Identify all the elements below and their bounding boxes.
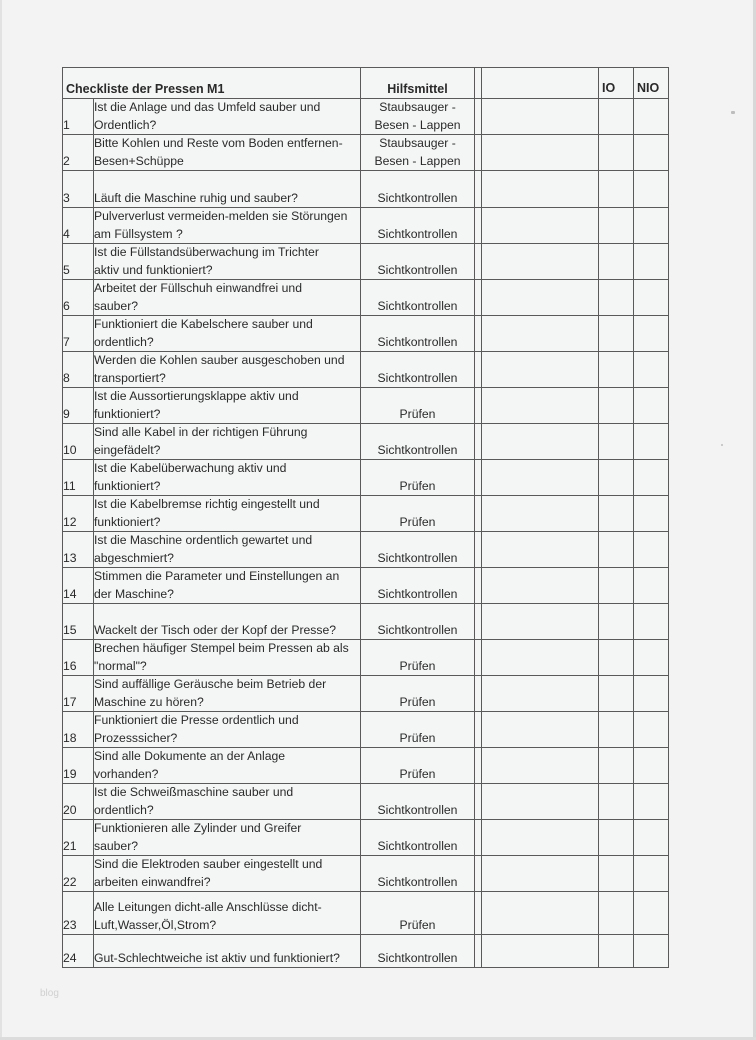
row-number: 18 (63, 712, 94, 748)
column-divider (475, 135, 482, 171)
question-line-1: Arbeitet der Füllschuh einwandfrei und (94, 281, 302, 295)
notes-cell[interactable] (482, 135, 599, 171)
nio-checkbox-cell[interactable] (634, 424, 669, 460)
question-line-1: Funktioniert die Presse ordentlich und (94, 713, 299, 727)
io-checkbox-cell[interactable] (599, 496, 634, 532)
nio-checkbox-cell[interactable] (634, 640, 669, 676)
row-number: 19 (63, 748, 94, 784)
notes-cell[interactable] (482, 712, 599, 748)
nio-checkbox-cell[interactable] (634, 532, 669, 568)
tool-line-1: Sichtkontrollen (377, 550, 458, 565)
question-cell (94, 568, 361, 604)
nio-checkbox-cell[interactable] (634, 604, 669, 640)
row-number: 10 (63, 424, 94, 460)
tool-cell (361, 784, 475, 820)
io-checkbox-cell[interactable] (599, 892, 634, 935)
nio-checkbox-cell[interactable] (634, 135, 669, 171)
scan-speck (731, 111, 735, 114)
column-divider (475, 68, 482, 99)
tool-cell (361, 208, 475, 244)
notes-cell[interactable] (482, 935, 599, 968)
io-checkbox-cell[interactable] (599, 135, 634, 171)
tool-line-1: Prüfen (399, 766, 436, 781)
column-divider (475, 460, 482, 496)
tool-line-1: Prüfen (399, 658, 436, 673)
question-line-1: Sind alle Dokumente an der Anlage (94, 749, 286, 763)
notes-cell[interactable] (482, 280, 599, 316)
tool-line-1: Sichtkontrollen (377, 226, 458, 241)
column-divider (475, 99, 482, 135)
nio-checkbox-cell[interactable] (634, 748, 669, 784)
notes-cell[interactable] (482, 604, 599, 640)
tool-cell (361, 496, 475, 532)
checklist-row (63, 712, 669, 748)
question-cell (94, 712, 361, 748)
tool-line-1: Sichtkontrollen (377, 190, 458, 205)
tool-line-1: Prüfen (399, 406, 436, 421)
question-cell (94, 496, 361, 532)
question-cell (94, 352, 361, 388)
io-checkbox-cell[interactable] (599, 856, 634, 892)
tool-line-1: Sichtkontrollen (377, 442, 458, 457)
question-line-1: Sind auffällige Geräusche beim Betrieb der (94, 677, 327, 691)
tool-line-1: Prüfen (399, 917, 436, 932)
checklist-row (63, 820, 669, 856)
io-checkbox-cell[interactable] (599, 460, 634, 496)
tool-line-1: Sichtkontrollen (377, 298, 458, 313)
checklist-row (63, 496, 669, 532)
row-number: 13 (63, 532, 94, 568)
question-cell (94, 604, 361, 640)
question-line-2: Luft,Wasser,Öl,Strom? (94, 917, 217, 932)
nio-checkbox-cell[interactable] (634, 244, 669, 280)
tool-cell (361, 856, 475, 892)
row-number: 20 (63, 784, 94, 820)
tool-line-1: Sichtkontrollen (377, 838, 458, 853)
question-line-2: transportiert? (94, 370, 166, 385)
checklist-title: Checkliste der Pressen M1 (63, 68, 361, 99)
notes-cell[interactable] (482, 568, 599, 604)
column-divider (475, 676, 482, 712)
notes-cell[interactable] (482, 784, 599, 820)
checklist-row (63, 460, 669, 496)
question-cell (94, 892, 361, 935)
notes-cell[interactable] (482, 388, 599, 424)
io-checkbox-cell[interactable] (599, 99, 634, 135)
column-header-tool: Hilfsmittel (361, 68, 475, 99)
question-line-2: abgeschmiert? (94, 550, 174, 565)
notes-cell[interactable] (482, 316, 599, 352)
notes-cell[interactable] (482, 99, 599, 135)
question-cell (94, 244, 361, 280)
checklist-row (63, 676, 669, 712)
notes-cell[interactable] (482, 748, 599, 784)
question-line-2: Maschine zu hören? (94, 694, 204, 709)
tool-line-1: Staubsauger - (379, 136, 456, 150)
question-cell (94, 388, 361, 424)
tool-cell (361, 604, 475, 640)
nio-checkbox-cell[interactable] (634, 280, 669, 316)
tool-line-1: Sichtkontrollen (377, 802, 458, 817)
question-line-1: Stimmen die Parameter und Einstellungen an (94, 569, 340, 583)
row-number: 24 (63, 935, 94, 968)
question-cell (94, 784, 361, 820)
checklist-row (63, 784, 669, 820)
row-number: 6 (63, 280, 94, 316)
nio-checkbox-cell[interactable] (634, 171, 669, 208)
nio-checkbox-cell[interactable] (634, 856, 669, 892)
row-number: 4 (63, 208, 94, 244)
checklist-table (62, 67, 669, 968)
nio-checkbox-cell[interactable] (634, 496, 669, 532)
question-line-2: Wackelt der Tisch oder der Kopf der Presse? (94, 622, 337, 637)
nio-checkbox-cell[interactable] (634, 712, 669, 748)
checklist-row (63, 532, 669, 568)
row-number: 14 (63, 568, 94, 604)
io-checkbox-cell[interactable] (599, 244, 634, 280)
nio-checkbox-cell[interactable] (634, 676, 669, 712)
column-divider (475, 424, 482, 460)
column-divider (475, 856, 482, 892)
notes-cell[interactable] (482, 676, 599, 712)
tool-cell (361, 244, 475, 280)
io-checkbox-cell[interactable] (599, 640, 634, 676)
io-checkbox-cell[interactable] (599, 676, 634, 712)
question-line-1: Funktioniert die Kabelschere sauber und (94, 317, 313, 331)
column-divider (475, 784, 482, 820)
question-line-2: Prozesssicher? (94, 730, 178, 745)
tool-cell (361, 280, 475, 316)
question-cell (94, 820, 361, 856)
question-line-2: vorhanden? (94, 766, 159, 781)
io-checkbox-cell[interactable] (599, 316, 634, 352)
tool-line-2: Besen - Lappen (374, 153, 461, 168)
nio-checkbox-cell[interactable] (634, 784, 669, 820)
io-checkbox-cell[interactable] (599, 935, 634, 968)
nio-checkbox-cell[interactable] (634, 352, 669, 388)
question-line-1: Ist die Schweißmaschine sauber und (94, 785, 294, 799)
question-cell (94, 532, 361, 568)
question-cell (94, 935, 361, 968)
column-divider (475, 244, 482, 280)
checklist-row (63, 99, 669, 135)
tool-cell (361, 568, 475, 604)
nio-checkbox-cell[interactable] (634, 208, 669, 244)
tool-cell (361, 712, 475, 748)
question-cell (94, 676, 361, 712)
nio-checkbox-cell[interactable] (634, 568, 669, 604)
question-line-2: Gut-Schlechtweiche ist aktiv und funktioniert? (94, 950, 340, 965)
column-divider (475, 532, 482, 568)
question-line-1: Funktionieren alle Zylinder und Greifer (94, 821, 302, 835)
column-divider (475, 935, 482, 968)
question-line-2: "normal"? (94, 658, 147, 673)
io-checkbox-cell[interactable] (599, 280, 634, 316)
row-number: 12 (63, 496, 94, 532)
tool-line-1: Sichtkontrollen (377, 874, 458, 889)
tool-line-1: Sichtkontrollen (377, 622, 458, 637)
row-number: 21 (63, 820, 94, 856)
nio-checkbox-cell[interactable] (634, 316, 669, 352)
tool-line-1: Sichtkontrollen (377, 262, 458, 277)
checklist-row (63, 135, 669, 171)
tool-line-1: Sichtkontrollen (377, 370, 458, 385)
column-divider (475, 280, 482, 316)
question-line-1: Brechen häufiger Stempel beim Pressen ab als (94, 641, 349, 655)
io-checkbox-cell[interactable] (599, 604, 634, 640)
question-line-1: Ist die Kabelüberwachung aktiv und (94, 461, 287, 475)
tool-cell (361, 532, 475, 568)
notes-cell[interactable] (482, 208, 599, 244)
column-divider (475, 496, 482, 532)
question-line-2: funktioniert? (94, 514, 161, 529)
column-divider (475, 316, 482, 352)
io-checkbox-cell[interactable] (599, 424, 634, 460)
io-checkbox-cell[interactable] (599, 784, 634, 820)
row-number: 8 (63, 352, 94, 388)
question-cell (94, 135, 361, 171)
row-number: 22 (63, 856, 94, 892)
io-checkbox-cell[interactable] (599, 352, 634, 388)
column-header-io: IO (599, 68, 634, 99)
notes-cell[interactable] (482, 856, 599, 892)
nio-checkbox-cell[interactable] (634, 388, 669, 424)
row-number: 3 (63, 171, 94, 208)
nio-checkbox-cell[interactable] (634, 820, 669, 856)
tool-cell (361, 748, 475, 784)
question-line-1: Ist die Aussortierungsklappe aktiv und (94, 389, 299, 403)
tool-cell (361, 352, 475, 388)
tool-line-1: Sichtkontrollen (377, 950, 458, 965)
watermark: blog (40, 988, 59, 999)
question-line-2: sauber? (94, 298, 139, 313)
tool-line-1: Sichtkontrollen (377, 586, 458, 601)
question-cell (94, 99, 361, 135)
question-cell (94, 171, 361, 208)
tool-cell (361, 676, 475, 712)
tool-cell (361, 135, 475, 171)
tool-cell (361, 892, 475, 935)
column-divider (475, 892, 482, 935)
tool-cell (361, 388, 475, 424)
notes-cell[interactable] (482, 640, 599, 676)
row-number: 2 (63, 135, 94, 171)
question-cell (94, 208, 361, 244)
io-checkbox-cell[interactable] (599, 171, 634, 208)
question-cell (94, 748, 361, 784)
checklist-row (63, 208, 669, 244)
question-line-2: eingefädelt? (94, 442, 161, 457)
header-row (63, 68, 669, 99)
question-line-1: Sind die Elektroden sauber eingestellt und (94, 857, 323, 871)
io-checkbox-cell[interactable] (599, 748, 634, 784)
checklist-row (63, 568, 669, 604)
checklist-row (63, 604, 669, 640)
column-divider (475, 352, 482, 388)
row-number: 9 (63, 388, 94, 424)
column-divider (475, 208, 482, 244)
notes-cell[interactable] (482, 244, 599, 280)
checklist-row (63, 171, 669, 208)
notes-cell[interactable] (482, 171, 599, 208)
column-divider (475, 568, 482, 604)
question-line-2: ordentlich? (94, 802, 154, 817)
question-line-2: ordentlich? (94, 334, 154, 349)
question-line-1: Bitte Kohlen und Reste vom Boden entfernen- (94, 136, 343, 150)
io-checkbox-cell[interactable] (599, 820, 634, 856)
io-checkbox-cell[interactable] (599, 388, 634, 424)
question-line-1: Pulververlust vermeiden-melden sie Störungen (94, 209, 348, 223)
question-cell (94, 316, 361, 352)
checklist-row (63, 935, 669, 968)
checklist-row (63, 244, 669, 280)
notes-cell[interactable] (482, 820, 599, 856)
tool-cell (361, 424, 475, 460)
question-line-1: Sind alle Kabel in der richtigen Führung (94, 425, 308, 439)
checklist-row (63, 640, 669, 676)
question-line-2: der Maschine? (94, 586, 174, 601)
column-divider (475, 748, 482, 784)
question-cell (94, 460, 361, 496)
tool-line-1: Prüfen (399, 478, 436, 493)
question-cell (94, 280, 361, 316)
column-divider (475, 171, 482, 208)
tool-cell (361, 820, 475, 856)
io-checkbox-cell[interactable] (599, 208, 634, 244)
checklist-row (63, 424, 669, 460)
question-line-1: Ist die Füllstandsüberwachung im Trichter (94, 245, 319, 259)
column-header-nio: NIO (634, 68, 669, 99)
row-number: 5 (63, 244, 94, 280)
question-cell (94, 424, 361, 460)
io-checkbox-cell[interactable] (599, 568, 634, 604)
column-divider (475, 640, 482, 676)
io-checkbox-cell[interactable] (599, 712, 634, 748)
column-divider (475, 820, 482, 856)
io-checkbox-cell[interactable] (599, 532, 634, 568)
notes-cell[interactable] (482, 532, 599, 568)
tool-cell (361, 316, 475, 352)
nio-checkbox-cell[interactable] (634, 99, 669, 135)
nio-checkbox-cell[interactable] (634, 892, 669, 935)
row-number: 11 (63, 460, 94, 496)
question-line-1: Ist die Kabelbremse richtig eingestellt und (94, 497, 320, 511)
tool-cell (361, 99, 475, 135)
row-number: 16 (63, 640, 94, 676)
notes-cell[interactable] (482, 496, 599, 532)
checklist-row (63, 388, 669, 424)
tool-line-1: Sichtkontrollen (377, 334, 458, 349)
row-number: 23 (63, 892, 94, 935)
checklist-row (63, 856, 669, 892)
column-header-blank (482, 68, 599, 99)
checklist-row (63, 748, 669, 784)
column-divider (475, 604, 482, 640)
row-number: 7 (63, 316, 94, 352)
tool-cell (361, 460, 475, 496)
question-cell (94, 640, 361, 676)
question-line-2: sauber? (94, 838, 139, 853)
column-divider (475, 388, 482, 424)
question-line-2: Ordentlich? (94, 117, 157, 132)
question-line-1: Werden die Kohlen sauber ausgeschoben und (94, 353, 345, 367)
question-line-2: am Füllsystem ? (94, 226, 183, 241)
tool-line-1: Prüfen (399, 694, 436, 709)
tool-line-1: Staubsauger - (379, 100, 456, 114)
question-line-1: Ist die Maschine ordentlich gewartet und (94, 533, 313, 547)
question-line-2: aktiv und funktioniert? (94, 262, 213, 277)
checklist-row (63, 892, 669, 935)
question-cell (94, 856, 361, 892)
tool-line-1: Prüfen (399, 730, 436, 745)
tool-line-1: Prüfen (399, 514, 436, 529)
checklist-row (63, 280, 669, 316)
tool-cell (361, 171, 475, 208)
row-number: 15 (63, 604, 94, 640)
scan-speck (721, 444, 723, 446)
question-line-2: arbeiten einwandfrei? (94, 874, 211, 889)
row-number: 1 (63, 99, 94, 135)
notes-cell[interactable] (482, 352, 599, 388)
tool-cell (361, 935, 475, 968)
question-line-1: Alle Leitungen dicht-alle Anschlüsse dicht- (94, 900, 322, 914)
question-line-2: Besen+Schüppe (94, 153, 184, 168)
question-line-1: Ist die Anlage und das Umfeld sauber und (94, 100, 321, 114)
nio-checkbox-cell[interactable] (634, 935, 669, 968)
nio-checkbox-cell[interactable] (634, 460, 669, 496)
tool-line-2: Besen - Lappen (374, 117, 461, 132)
column-divider (475, 712, 482, 748)
page-edge-left (0, 0, 2, 1040)
question-line-2: funktioniert? (94, 478, 161, 493)
checklist-row (63, 352, 669, 388)
row-number: 17 (63, 676, 94, 712)
notes-cell[interactable] (482, 460, 599, 496)
checklist-row (63, 316, 669, 352)
question-line-2: funktioniert? (94, 406, 161, 421)
notes-cell[interactable] (482, 424, 599, 460)
question-line-2: Läuft die Maschine ruhig und sauber? (94, 190, 298, 205)
tool-cell (361, 640, 475, 676)
notes-cell[interactable] (482, 892, 599, 935)
